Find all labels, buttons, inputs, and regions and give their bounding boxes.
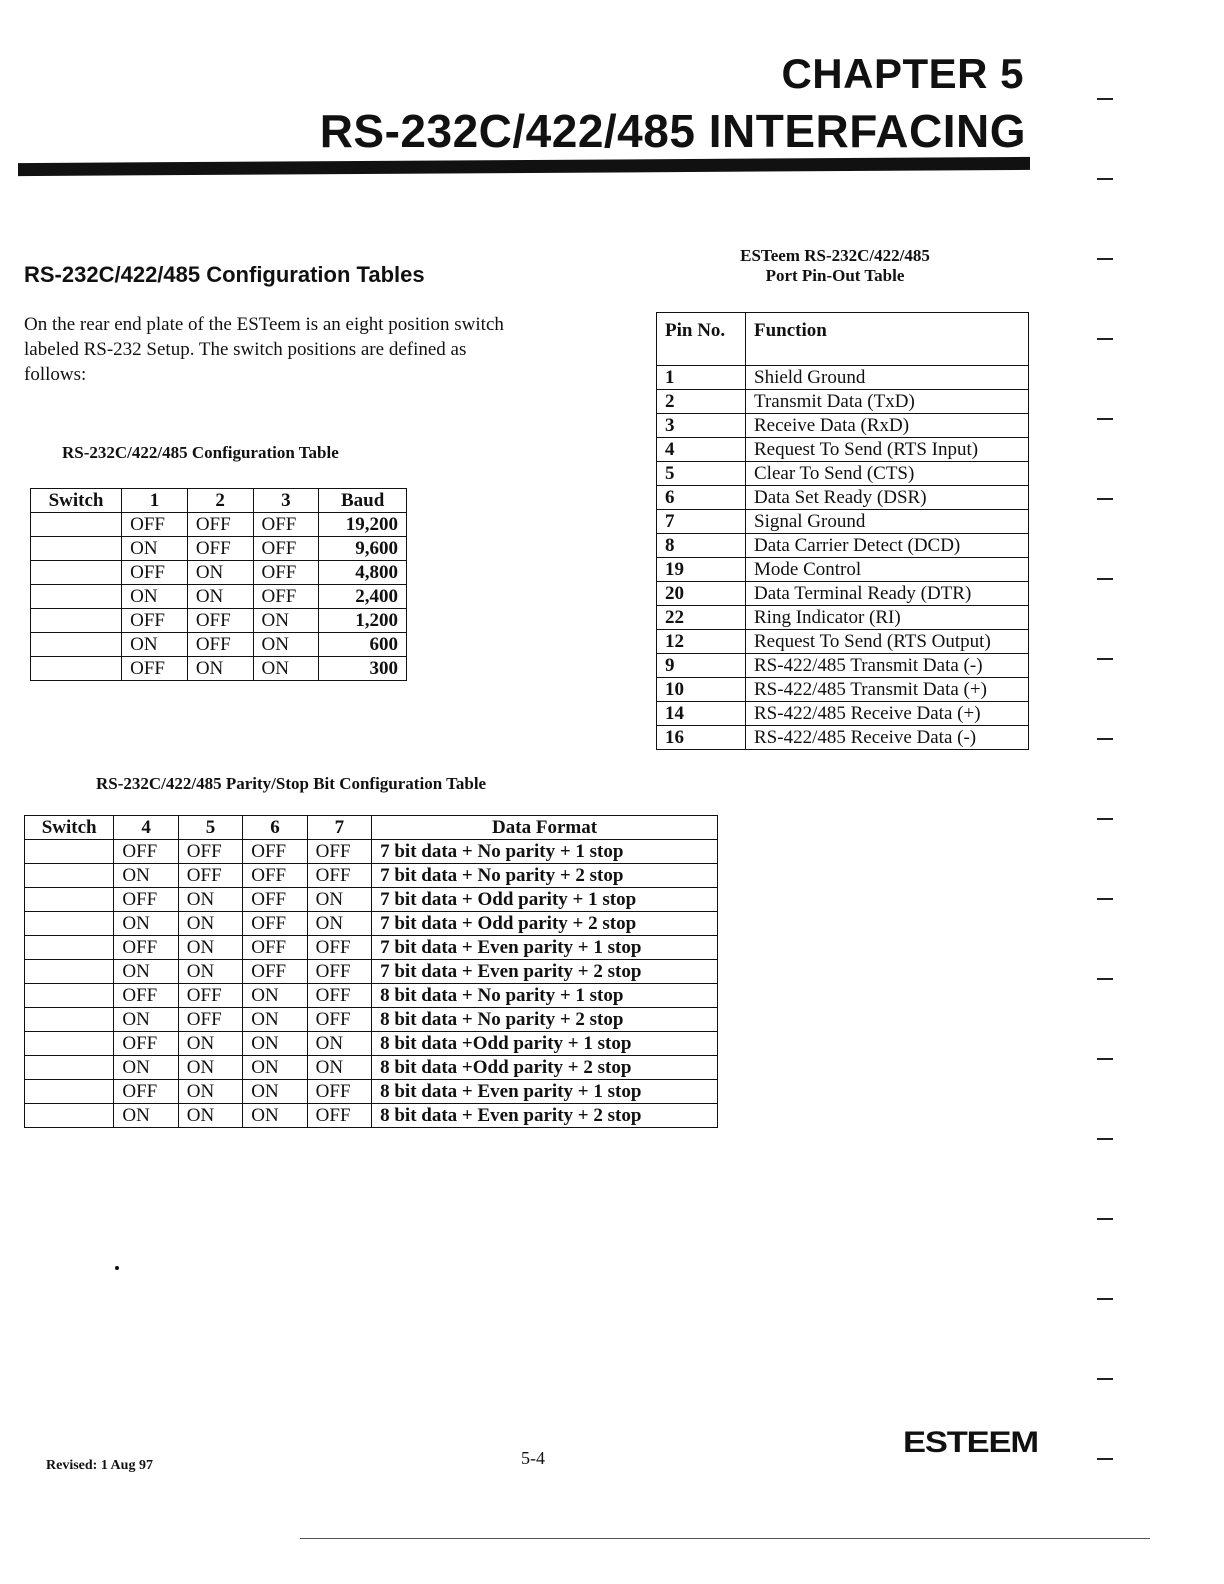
table-cell: OFF <box>243 936 307 960</box>
table-cell: OFF <box>307 1104 371 1128</box>
table-row <box>25 888 718 912</box>
table-cell: Data Carrier Detect (DCD) <box>746 534 1029 558</box>
table-cell: 1 <box>657 366 746 390</box>
column-header: 6 <box>243 816 307 840</box>
table-row <box>657 582 1029 606</box>
table-cell <box>25 888 114 912</box>
table-cell: 7 bit data + Even parity + 1 stop <box>372 936 718 960</box>
table-cell: ON <box>178 912 242 936</box>
chapter-number: CHAPTER 5 <box>781 50 1024 97</box>
table-cell: 2,400 <box>319 585 407 609</box>
table-cell: 300 <box>319 657 407 681</box>
column-header: 2 <box>187 489 253 513</box>
table-cell: ON <box>178 1080 242 1104</box>
table-cell <box>25 984 114 1008</box>
pin-out-table <box>656 312 1029 750</box>
table-cell: ON <box>114 960 178 984</box>
table-cell: 7 bit data + No parity + 2 stop <box>372 864 718 888</box>
table-cell: ON <box>114 1056 178 1080</box>
table-cell: ON <box>253 633 319 657</box>
margin-tick <box>1097 1218 1113 1220</box>
table-row <box>657 414 1029 438</box>
table-cell: OFF <box>307 1008 371 1032</box>
margin-tick <box>1097 738 1113 740</box>
table-cell: ON <box>243 1032 307 1056</box>
table-cell: OFF <box>114 1080 178 1104</box>
table-cell: OFF <box>114 936 178 960</box>
table-cell: ON <box>178 1056 242 1080</box>
table-row <box>31 585 407 609</box>
table-cell <box>25 960 114 984</box>
parity-table-caption: RS-232C/422/485 Parity/Stop Bit Configuration Table <box>96 774 487 793</box>
table-cell: ON <box>178 960 242 984</box>
table-cell: OFF <box>253 585 319 609</box>
table-cell <box>25 864 114 888</box>
table-cell: 4,800 <box>319 561 407 585</box>
table-header-row <box>25 816 718 840</box>
table-cell: 8 bit data + No parity + 2 stop <box>372 1008 718 1032</box>
table-cell: OFF <box>178 840 242 864</box>
table-row <box>657 678 1029 702</box>
table-cell: OFF <box>122 609 188 633</box>
table-cell: ON <box>178 936 242 960</box>
pin-table-caption-line2: Port Pin-Out Table <box>765 266 905 285</box>
column-header: 5 <box>178 816 242 840</box>
table-cell <box>25 1104 114 1128</box>
page-number: 5-4 <box>521 1448 545 1468</box>
pin-table-caption-line1: ESTeem RS-232C/422/485 <box>740 246 930 265</box>
table-cell: ON <box>114 1104 178 1128</box>
table-cell: OFF <box>307 1080 371 1104</box>
column-header: Switch <box>25 816 114 840</box>
table-cell <box>31 609 122 633</box>
table-cell: 7 bit data + Odd parity + 2 stop <box>372 912 718 936</box>
table-row <box>657 366 1029 390</box>
table-cell: OFF <box>307 936 371 960</box>
margin-tick <box>1097 1298 1113 1300</box>
table-cell <box>31 657 122 681</box>
table-cell: OFF <box>114 888 178 912</box>
stray-dot <box>115 1266 119 1270</box>
table-row <box>25 1104 718 1128</box>
table-row <box>657 702 1029 726</box>
table-cell: OFF <box>178 864 242 888</box>
table-cell: 7 bit data + Odd parity + 1 stop <box>372 888 718 912</box>
margin-tick <box>1097 258 1113 260</box>
table-cell: 2 <box>657 390 746 414</box>
table-row <box>657 462 1029 486</box>
table-cell: Signal Ground <box>746 510 1029 534</box>
table-cell: ON <box>253 657 319 681</box>
table-cell: 10 <box>657 678 746 702</box>
table-cell: 8 bit data + No parity + 1 stop <box>372 984 718 1008</box>
table-cell <box>31 585 122 609</box>
table-cell: ON <box>307 1032 371 1056</box>
table-cell: 16 <box>657 726 746 750</box>
table-cell: ON <box>187 561 253 585</box>
margin-tick <box>1097 98 1113 100</box>
intro-paragraph: On the rear end plate of the ESTeem is an eight position switch labeled RS-232 Setup. The switch positions are defined as follows: <box>24 314 504 385</box>
pin-table-caption <box>720 246 950 286</box>
table-cell <box>25 1056 114 1080</box>
table-cell: ON <box>178 1104 242 1128</box>
table-cell: OFF <box>187 537 253 561</box>
table-cell: OFF <box>178 984 242 1008</box>
table-cell: OFF <box>253 513 319 537</box>
table-cell <box>31 513 122 537</box>
table-cell: Shield Ground <box>746 366 1029 390</box>
table-row <box>25 1032 718 1056</box>
table-cell: ON <box>114 864 178 888</box>
table-row <box>657 390 1029 414</box>
table-cell: RS-422/485 Transmit Data (+) <box>746 678 1029 702</box>
table-cell <box>25 912 114 936</box>
table-cell: OFF <box>243 888 307 912</box>
table-cell <box>31 537 122 561</box>
table-cell: 19,200 <box>319 513 407 537</box>
parity-config-table <box>24 815 718 1128</box>
table-row <box>25 840 718 864</box>
table-cell: ON <box>307 912 371 936</box>
table-cell: OFF <box>114 840 178 864</box>
table-row <box>657 630 1029 654</box>
table-cell: 5 <box>657 462 746 486</box>
table-cell: 12 <box>657 630 746 654</box>
margin-tick <box>1097 978 1113 980</box>
table-cell: OFF <box>253 561 319 585</box>
table-cell <box>25 840 114 864</box>
table-cell: 20 <box>657 582 746 606</box>
table-header-row <box>657 313 1029 366</box>
table-cell: 1,200 <box>319 609 407 633</box>
table-cell: ON <box>122 585 188 609</box>
table-cell: 22 <box>657 606 746 630</box>
margin-tick <box>1097 578 1113 580</box>
table-cell <box>25 1008 114 1032</box>
table-cell: 6 <box>657 486 746 510</box>
table-row <box>657 558 1029 582</box>
table-cell: OFF <box>122 657 188 681</box>
table-cell: 7 bit data + No parity + 1 stop <box>372 840 718 864</box>
table-cell: ON <box>178 1032 242 1056</box>
table-row <box>657 726 1029 750</box>
table-row <box>657 438 1029 462</box>
table-row <box>31 561 407 585</box>
table-cell: 3 <box>657 414 746 438</box>
table-cell: 600 <box>319 633 407 657</box>
table-row <box>25 936 718 960</box>
table-cell: 8 bit data +Odd parity + 2 stop <box>372 1056 718 1080</box>
table-cell: ON <box>243 1080 307 1104</box>
table-row <box>657 654 1029 678</box>
margin-tick <box>1097 418 1113 420</box>
table-cell: ON <box>243 1008 307 1032</box>
table-row <box>657 510 1029 534</box>
table-cell <box>25 1080 114 1104</box>
table-cell: 7 <box>657 510 746 534</box>
table-cell: ON <box>253 609 319 633</box>
table-cell <box>25 936 114 960</box>
table-cell: Ring Indicator (RI) <box>746 606 1029 630</box>
table-cell: OFF <box>307 960 371 984</box>
esteem-logo: ESTEEM <box>903 1426 1038 1459</box>
table-cell: RS-422/485 Receive Data (-) <box>746 726 1029 750</box>
table-cell: 8 bit data + Even parity + 2 stop <box>372 1104 718 1128</box>
margin-tick <box>1097 1058 1113 1060</box>
table-cell: Receive Data (RxD) <box>746 414 1029 438</box>
margin-tick <box>1097 178 1113 180</box>
revised-date: Revised: 1 Aug 97 <box>46 1458 153 1473</box>
table-cell: Data Set Ready (DSR) <box>746 486 1029 510</box>
table-cell: Clear To Send (CTS) <box>746 462 1029 486</box>
table-row <box>31 633 407 657</box>
table-row <box>31 657 407 681</box>
table-cell: OFF <box>187 633 253 657</box>
table-row <box>31 513 407 537</box>
table-cell: ON <box>243 1056 307 1080</box>
table-cell <box>25 1032 114 1056</box>
table-cell: RS-422/485 Transmit Data (-) <box>746 654 1029 678</box>
margin-tick <box>1097 338 1113 340</box>
table-row <box>25 912 718 936</box>
table-cell: 9 <box>657 654 746 678</box>
table-cell: Request To Send (RTS Input) <box>746 438 1029 462</box>
table-cell: OFF <box>187 513 253 537</box>
table-cell: 8 <box>657 534 746 558</box>
table-header-row <box>31 489 407 513</box>
column-header: 3 <box>253 489 319 513</box>
table-cell <box>31 633 122 657</box>
table-cell: 7 bit data + Even parity + 2 stop <box>372 960 718 984</box>
table-row <box>657 486 1029 510</box>
baud-table-caption: RS-232C/422/485 Configuration Table <box>62 443 339 462</box>
table-cell: 8 bit data +Odd parity + 1 stop <box>372 1032 718 1056</box>
table-cell: OFF <box>243 864 307 888</box>
title-rule <box>18 157 1030 176</box>
table-row <box>25 960 718 984</box>
table-cell <box>31 561 122 585</box>
table-cell: OFF <box>187 609 253 633</box>
table-cell: ON <box>307 1056 371 1080</box>
column-header: Function <box>746 313 1029 366</box>
table-cell: 19 <box>657 558 746 582</box>
table-cell: Data Terminal Ready (DTR) <box>746 582 1029 606</box>
chapter-title: RS-232C/422/485 INTERFACING <box>319 105 1026 157</box>
margin-tick <box>1097 898 1113 900</box>
table-cell: 9,600 <box>319 537 407 561</box>
table-cell: OFF <box>243 840 307 864</box>
table-cell: OFF <box>122 513 188 537</box>
table-cell: ON <box>122 633 188 657</box>
table-cell: 4 <box>657 438 746 462</box>
margin-tick <box>1097 1378 1113 1380</box>
table-row <box>25 864 718 888</box>
table-row <box>31 537 407 561</box>
table-cell: ON <box>114 1008 178 1032</box>
table-cell: Request To Send (RTS Output) <box>746 630 1029 654</box>
section-heading: RS-232C/422/485 Configuration Tables <box>24 262 425 287</box>
margin-tick <box>1097 1458 1113 1460</box>
column-header: 7 <box>307 816 371 840</box>
table-cell: OFF <box>253 537 319 561</box>
column-header: Switch <box>31 489 122 513</box>
table-cell: 8 bit data + Even parity + 1 stop <box>372 1080 718 1104</box>
table-cell: ON <box>178 888 242 912</box>
table-cell: OFF <box>243 960 307 984</box>
bottom-rule <box>300 1538 1150 1539</box>
table-cell: RS-422/485 Receive Data (+) <box>746 702 1029 726</box>
table-row <box>25 1056 718 1080</box>
table-row <box>31 609 407 633</box>
column-header: Pin No. <box>657 313 746 366</box>
table-cell: Transmit Data (TxD) <box>746 390 1029 414</box>
table-cell: Mode Control <box>746 558 1029 582</box>
table-cell: ON <box>187 585 253 609</box>
table-cell: ON <box>243 1104 307 1128</box>
table-cell: OFF <box>114 984 178 1008</box>
table-cell: ON <box>307 888 371 912</box>
table-cell: ON <box>122 537 188 561</box>
table-cell: OFF <box>114 1032 178 1056</box>
margin-tick <box>1097 1138 1113 1140</box>
margin-tick <box>1097 818 1113 820</box>
table-cell: ON <box>114 912 178 936</box>
table-row <box>25 984 718 1008</box>
column-header: 4 <box>114 816 178 840</box>
table-cell: OFF <box>307 840 371 864</box>
table-row <box>657 606 1029 630</box>
table-row <box>25 1008 718 1032</box>
table-cell: OFF <box>307 984 371 1008</box>
margin-tick <box>1097 498 1113 500</box>
column-header: Data Format <box>372 816 718 840</box>
table-cell: 14 <box>657 702 746 726</box>
table-cell: ON <box>187 657 253 681</box>
table-cell: OFF <box>307 864 371 888</box>
table-cell: OFF <box>122 561 188 585</box>
table-cell: OFF <box>243 912 307 936</box>
baud-config-table <box>30 488 407 681</box>
column-header: 1 <box>122 489 188 513</box>
table-row <box>657 534 1029 558</box>
table-row <box>25 1080 718 1104</box>
table-cell: ON <box>243 984 307 1008</box>
column-header: Baud <box>319 489 407 513</box>
table-cell: OFF <box>178 1008 242 1032</box>
margin-tick <box>1097 658 1113 660</box>
